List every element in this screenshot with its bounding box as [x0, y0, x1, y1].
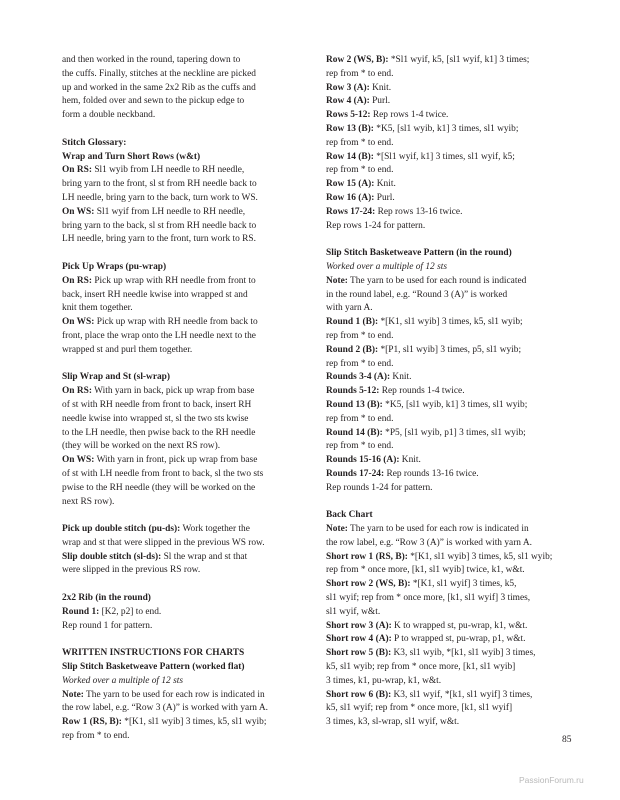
- text-run: Pick up wrap with RH needle from front to: [91, 275, 256, 286]
- text-line: [62, 330, 300, 344]
- bold-label: Row 13 (B):: [326, 123, 374, 134]
- text-line: [326, 316, 570, 330]
- bold-label: Pick up double stitch (pu-ds):: [62, 524, 181, 535]
- text-run: of st with RH needle from front to back, insert RH: [62, 399, 252, 410]
- text-run: up and worked in the same 2x2 Rib as the cuffs and: [62, 82, 256, 93]
- text-line: [326, 702, 570, 716]
- text-line: [326, 289, 570, 303]
- text-line: [326, 54, 570, 68]
- text-run: K3, sl1 wyif, *[k1, sl1 wyif] 3 times,: [391, 689, 533, 700]
- text-line: [326, 454, 570, 468]
- bold-label: Pick Up Wraps (pu-wrap): [62, 261, 167, 272]
- text-line: [326, 275, 570, 289]
- text-run: *[K1, sl1 wyib] 3 times, k5, sl1 wyib;: [121, 717, 267, 728]
- text-run: Sl1 wyif from LH needle to RH needle,: [94, 206, 246, 217]
- text-line: [62, 730, 300, 744]
- text-line: [326, 192, 570, 206]
- text-line: [62, 551, 300, 565]
- text-line: [326, 82, 570, 96]
- text-run: K3, sl1 wyib, *[k1, sl1 wyib] 3 times,: [391, 648, 536, 659]
- text-run: (they will be worked on the next RS row).: [62, 441, 221, 452]
- text-line: [62, 109, 300, 123]
- bold-label: Round 14 (B):: [326, 427, 383, 438]
- text-line: [62, 192, 300, 206]
- text-run: rep from * to end.: [326, 137, 394, 148]
- paragraph-gap: [62, 123, 300, 137]
- text-run: rep from * to end.: [326, 165, 394, 176]
- text-line: [326, 220, 570, 234]
- text-run: rep from * once more, [k1, sl1 wyib] twice, k1, w&t.: [326, 565, 525, 576]
- text-block: [326, 509, 570, 730]
- text-run: Rep rows 1-24 for pattern.: [326, 220, 426, 231]
- watermark: PassionForum.ru: [519, 775, 584, 785]
- text-line: [62, 523, 300, 537]
- text-line: [326, 578, 570, 592]
- text-run: rep from * to end.: [326, 413, 394, 424]
- text-line: [62, 399, 300, 413]
- text-run: LH needle, bring yarn to the back, turn work to WS.: [62, 192, 258, 203]
- text-run: needle kwise into wrapped st, sl the two sts kwise: [62, 413, 249, 424]
- paragraph-gap: [62, 358, 300, 372]
- bold-label: Rounds 3-4 (A):: [326, 372, 391, 383]
- text-line: [326, 151, 570, 165]
- bold-label: Short row 6 (B):: [326, 689, 392, 700]
- bold-label: Row 14 (B):: [326, 151, 374, 162]
- text-line: [62, 68, 300, 82]
- text-line: [62, 620, 300, 634]
- text-run: the cuffs. Finally, stitches at the neckline are picked: [62, 68, 256, 79]
- text-line: [326, 399, 570, 413]
- text-line: [62, 178, 300, 192]
- text-line: [326, 440, 570, 454]
- text-run: Sl the wrap and st that: [161, 551, 248, 562]
- text-block: [62, 137, 300, 247]
- text-run: Knit.: [374, 179, 396, 190]
- text-run: *[K1, sl1 wyib] 3 times, k5, sl1 wyib;: [378, 317, 523, 328]
- text-run: The yarn to be used for each round is indicated: [347, 275, 527, 286]
- bold-label: On RS:: [62, 165, 92, 176]
- bold-label: Note:: [326, 275, 348, 286]
- text-line: [62, 275, 300, 289]
- text-line: [326, 358, 570, 372]
- bold-label: Slip Stitch Basketweave Pattern (in the round): [326, 248, 512, 259]
- text-run: *[K1, sl1 wyib] 3 times, k5, sl1 wyib;: [407, 551, 553, 562]
- text-line: [326, 371, 570, 385]
- text-line: [326, 427, 570, 441]
- italic-text: Worked over a multiple of 12 sts: [62, 675, 183, 686]
- text-line: [326, 330, 570, 344]
- text-run: in the round label, e.g. “Round 3 (A)” is worked: [326, 289, 508, 300]
- text-line: [62, 220, 300, 234]
- bold-label: Short row 2 (WS, B):: [326, 579, 411, 590]
- text-line: [62, 606, 300, 620]
- text-run: LH needle, bring yarn to the front, turn work to RS.: [62, 234, 256, 245]
- text-line: [62, 716, 300, 730]
- text-run: wrapped st and purl them together.: [62, 344, 193, 355]
- text-line: [326, 247, 570, 261]
- text-run: the row label, e.g. “Row 3 (A)” is worked with yarn A.: [326, 537, 532, 548]
- text-line: [326, 564, 570, 578]
- text-run: 3 times, k3, sl-wrap, sl1 wyif, w&t.: [326, 717, 460, 728]
- text-line: [326, 123, 570, 137]
- right-column: [326, 54, 570, 730]
- bold-label: Round 1:: [62, 606, 100, 617]
- text-run: K to wrapped st, pu-wrap, k1, w&t.: [391, 620, 528, 631]
- text-run: *[Sl1 wyif, k1] 3 times, sl1 wyif, k5;: [373, 151, 515, 162]
- text-line: [62, 496, 300, 510]
- text-run: front, place the wrap onto the LH needle next to the: [62, 330, 256, 341]
- bold-label: Wrap and Turn Short Rows (w&t): [62, 151, 201, 162]
- text-line: [62, 54, 300, 68]
- bold-label: Note:: [62, 689, 84, 700]
- text-run: Rep rows 13-16 twice.: [375, 206, 463, 217]
- text-run: k5, sl1 wyib; rep from * once more, [k1, sl1 wyib]: [326, 662, 516, 673]
- bold-label: Round 13 (B):: [326, 399, 383, 410]
- page-number: 85: [562, 735, 572, 745]
- text-run: sl1 wyif, w&t.: [326, 606, 381, 617]
- text-line: [326, 206, 570, 220]
- text-run: Purl.: [369, 96, 391, 107]
- text-run: rep from * to end.: [326, 330, 394, 341]
- text-line: [62, 440, 300, 454]
- text-block: [62, 54, 300, 123]
- text-line: [326, 482, 570, 496]
- text-block: [62, 647, 300, 744]
- text-run: Knit.: [369, 82, 392, 93]
- text-run: and then worked in the round, tapering down to: [62, 55, 241, 65]
- text-run: *K5, [sl1 wyib, k1] 3 times, sl1 wyib;: [373, 123, 519, 134]
- text-line: [326, 261, 570, 275]
- bold-label: Row 15 (A):: [326, 179, 375, 190]
- text-run: *K5, [sl1 wyib, k1] 3 times, sl1 wyib;: [382, 399, 528, 410]
- text-line: [326, 592, 570, 606]
- text-block: [62, 371, 300, 509]
- bold-label: Row 2 (WS, B):: [326, 55, 389, 65]
- bold-label: Slip Stitch Basketweave Pattern (worked flat): [62, 662, 245, 673]
- text-line: [326, 68, 570, 82]
- text-run: back, insert RH needle kwise into wrapped st and: [62, 289, 248, 300]
- text-run: bring yarn to the front, sl st from RH needle back to: [62, 179, 257, 190]
- text-run: pwise to the RH needle (they will be worked on the: [62, 482, 256, 493]
- bold-label: Row 4 (A):: [326, 96, 370, 107]
- text-line: [62, 689, 300, 703]
- text-line: [326, 468, 570, 482]
- text-line: [62, 413, 300, 427]
- paragraph-gap: [326, 233, 570, 247]
- bold-label: On RS:: [62, 386, 92, 397]
- text-run: Pick up wrap with RH needle from back to: [94, 317, 258, 328]
- text-run: Work together the: [180, 524, 250, 535]
- text-run: Rep rows 1-4 twice.: [370, 110, 449, 121]
- left-column: [62, 54, 300, 744]
- bold-label: Back Chart: [326, 510, 373, 521]
- text-run: rep from * to end.: [326, 68, 394, 79]
- bold-label: Row 3 (A):: [326, 82, 370, 93]
- text-line: [326, 95, 570, 109]
- text-line: [62, 385, 300, 399]
- text-line: [62, 344, 300, 358]
- text-line: [326, 344, 570, 358]
- text-run: knit them together.: [62, 303, 133, 314]
- text-line: [326, 647, 570, 661]
- text-line: [326, 385, 570, 399]
- text-line: [326, 606, 570, 620]
- bold-label: Row 16 (A):: [326, 192, 375, 203]
- text-block: [326, 54, 570, 233]
- text-line: [326, 413, 570, 427]
- text-run: *[P1, sl1 wyib] 3 times, p5, sl1 wyib;: [378, 344, 522, 355]
- bold-label: Rows 17-24:: [326, 206, 376, 217]
- bold-label: Round 2 (B):: [326, 344, 379, 355]
- bold-label: Stitch Glossary:: [62, 137, 127, 148]
- text-run: bring yarn to the back, sl st from RH needle back to: [62, 220, 257, 231]
- text-line: [326, 716, 570, 730]
- text-run: of st with LH needle from front to back, sl the two sts: [62, 468, 264, 479]
- bold-label: Short row 1 (RS, B):: [326, 551, 408, 562]
- text-line: [326, 551, 570, 565]
- text-block: [62, 592, 300, 633]
- text-run: *[K1, sl1 wyif] 3 times, k5,: [410, 579, 517, 590]
- text-line: [62, 164, 300, 178]
- text-line: [62, 82, 300, 96]
- paragraph-gap: [62, 633, 300, 647]
- text-run: Knit.: [399, 455, 421, 466]
- text-run: With yarn in front, pick up wrap from base: [94, 455, 258, 466]
- text-line: [62, 289, 300, 303]
- text-run: *P5, [sl1 wyib, p1] 3 times, sl1 wyib;: [382, 427, 526, 438]
- text-run: *Sl1 wyif, k5, [sl1 wyif, k1] 3 times;: [388, 55, 530, 65]
- bold-label: On RS:: [62, 275, 92, 286]
- text-line: [62, 592, 300, 606]
- paragraph-gap: [326, 496, 570, 510]
- text-line: [326, 109, 570, 123]
- text-run: rep from * to end.: [326, 358, 394, 369]
- text-line: [62, 482, 300, 496]
- text-line: [62, 302, 300, 316]
- text-run: wrap and st that were slipped in the previous WS row.: [62, 537, 265, 548]
- text-run: Knit.: [390, 372, 412, 383]
- text-run: Sl1 wyib from LH needle to RH needle,: [91, 165, 245, 176]
- text-line: [62, 316, 300, 330]
- bold-label: Rounds 5-12:: [326, 386, 380, 397]
- text-line: [326, 523, 570, 537]
- text-run: rep from * to end.: [62, 731, 130, 742]
- bold-label: Rows 5-12:: [326, 110, 371, 121]
- text-run: rep from * to end.: [326, 441, 394, 452]
- text-run: hem, folded over and sewn to the pickup edge to: [62, 96, 245, 107]
- text-run: next RS row).: [62, 496, 115, 507]
- text-run: Rep rounds 1-24 for pattern.: [326, 482, 433, 493]
- text-line: [62, 427, 300, 441]
- bold-label: On WS:: [62, 455, 95, 466]
- text-run: Purl.: [374, 192, 395, 203]
- text-line: [326, 178, 570, 192]
- bold-label: Slip double stitch (sl-ds):: [62, 551, 162, 562]
- text-run: form a double neckband.: [62, 110, 156, 121]
- text-line: [62, 95, 300, 109]
- bold-label: Short row 3 (A):: [326, 620, 392, 631]
- text-line: [326, 164, 570, 178]
- text-run: were slipped in the previous RS row.: [62, 565, 201, 576]
- text-run: Rep rounds 13-16 twice.: [384, 468, 479, 479]
- text-block: [326, 247, 570, 495]
- text-run: P to wrapped st, pu-wrap, p1, w&t.: [391, 634, 526, 645]
- text-line: [326, 661, 570, 675]
- text-run: [K2, p2] to end.: [99, 606, 162, 617]
- text-block: [62, 523, 300, 578]
- text-line: [62, 261, 300, 275]
- bold-label: Short row 4 (A):: [326, 634, 392, 645]
- text-line: [62, 454, 300, 468]
- text-line: [326, 675, 570, 689]
- text-line: [62, 537, 300, 551]
- text-line: [62, 151, 300, 165]
- bold-label: Rounds 15-16 (A):: [326, 455, 400, 466]
- text-run: with yarn A.: [326, 303, 373, 314]
- text-run: k5, sl1 wyif; rep from * once more, [k1, sl1 wyif]: [326, 703, 513, 714]
- bold-label: WRITTEN INSTRUCTIONS FOR CHARTS: [62, 648, 245, 659]
- text-run: With yarn in back, pick up wrap from base: [91, 386, 255, 397]
- text-run: The yarn to be used for each row is indicated in: [83, 689, 265, 700]
- text-line: [62, 468, 300, 482]
- text-line: [62, 702, 300, 716]
- text-line: [326, 689, 570, 703]
- text-run: to the LH needle, then pwise back to the RH needle: [62, 427, 256, 438]
- text-line: [326, 620, 570, 634]
- text-block: [62, 261, 300, 358]
- bold-label: Short row 5 (B):: [326, 648, 392, 659]
- text-run: sl1 wyif; rep from * once more, [k1, sl1 wyif] 3 times,: [326, 593, 531, 604]
- text-line: [62, 233, 300, 247]
- paragraph-gap: [62, 578, 300, 592]
- bold-label: Row 1 (RS, B):: [62, 717, 122, 728]
- bold-label: Slip Wrap and St (sl-wrap): [62, 372, 171, 383]
- text-line: [326, 633, 570, 647]
- text-line: [326, 137, 570, 151]
- text-line: [62, 206, 300, 220]
- bold-label: On WS:: [62, 317, 95, 328]
- text-line: [326, 537, 570, 551]
- text-line: [62, 564, 300, 578]
- paragraph-gap: [62, 247, 300, 261]
- text-run: Rep rounds 1-4 twice.: [379, 386, 465, 397]
- text-run: the row label, e.g. “Row 3 (A)” is worked with yarn A.: [62, 703, 268, 714]
- text-run: The yarn to be used for each row is indicated in: [347, 524, 529, 535]
- text-run: 3 times, k1, pu-wrap, k1, w&t.: [326, 675, 442, 686]
- text-line: [62, 675, 300, 689]
- text-run: Rep round 1 for pattern.: [62, 620, 153, 631]
- text-line: [326, 302, 570, 316]
- paragraph-gap: [62, 509, 300, 523]
- bold-label: 2x2 Rib (in the round): [62, 593, 151, 604]
- bold-label: On WS:: [62, 206, 95, 217]
- text-line: [62, 137, 300, 151]
- text-line: [326, 509, 570, 523]
- bold-label: Round 1 (B):: [326, 317, 379, 328]
- text-line: [62, 371, 300, 385]
- text-line: [62, 647, 300, 661]
- italic-text: Worked over a multiple of 12 sts: [326, 261, 447, 272]
- bold-label: Rounds 17-24:: [326, 468, 385, 479]
- bold-label: Note:: [326, 524, 348, 535]
- text-line: [62, 661, 300, 675]
